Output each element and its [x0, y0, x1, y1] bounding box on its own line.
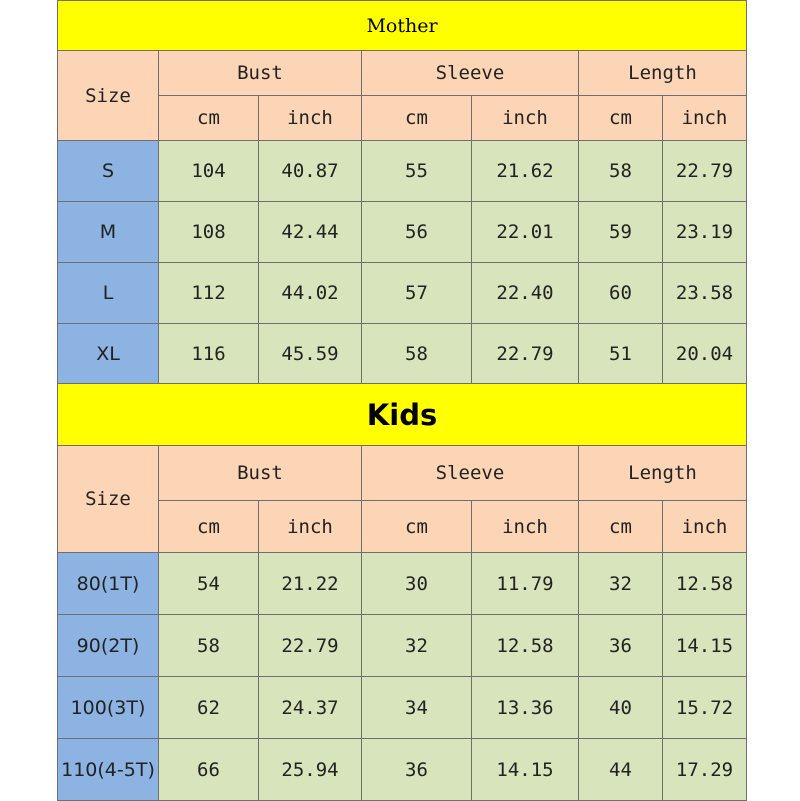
table-row — [58, 141, 747, 202]
bust-cm-cell: 58 — [159, 615, 259, 677]
mother-size-table — [57, 0, 747, 385]
bust-inch-cell: 44.02 — [259, 263, 362, 324]
length-cm-cell: 59 — [579, 202, 663, 263]
unit-header-cm: cm — [579, 501, 663, 553]
size-cell: L — [58, 263, 159, 324]
unit-header-inch: inch — [472, 96, 579, 141]
sleeve-cm-cell: 56 — [362, 202, 472, 263]
length-inch-cell: 15.72 — [663, 677, 747, 739]
sleeve-cm-cell: 30 — [362, 553, 472, 615]
unit-header-inch: inch — [663, 96, 747, 141]
length-inch-cell: 20.04 — [663, 324, 747, 385]
length-inch-cell: 12.58 — [663, 553, 747, 615]
sleeve-inch-cell: 22.40 — [472, 263, 579, 324]
bust-cm-cell: 116 — [159, 324, 259, 385]
unit-header-inch: inch — [663, 501, 747, 553]
bust-inch-cell: 24.37 — [259, 677, 362, 739]
size-cell: XL — [58, 324, 159, 385]
length-cm-cell: 44 — [579, 739, 663, 801]
length-inch-cell: 23.58 — [663, 263, 747, 324]
kids-size-table — [57, 383, 747, 801]
bust-inch-cell: 21.22 — [259, 553, 362, 615]
unit-header-cm: cm — [362, 96, 472, 141]
bust-cm-cell: 66 — [159, 739, 259, 801]
sleeve-cm-cell: 55 — [362, 141, 472, 202]
sleeve-cm-cell: 57 — [362, 263, 472, 324]
table-row — [58, 263, 747, 324]
bust-inch-cell: 40.87 — [259, 141, 362, 202]
bust-cm-cell: 62 — [159, 677, 259, 739]
sleeve-cm-cell: 36 — [362, 739, 472, 801]
sleeve-inch-cell: 21.62 — [472, 141, 579, 202]
table-row — [58, 677, 747, 739]
sleeve-inch-cell: 22.01 — [472, 202, 579, 263]
bust-header: Bust — [159, 51, 362, 96]
bust-inch-cell: 45.59 — [259, 324, 362, 385]
length-cm-cell: 51 — [579, 324, 663, 385]
sleeve-cm-cell: 58 — [362, 324, 472, 385]
table-row — [58, 202, 747, 263]
kids-title: Kids — [58, 384, 747, 446]
size-cell: 90(2T) — [58, 615, 159, 677]
unit-header-cm: cm — [159, 501, 259, 553]
sleeve-inch-cell: 22.79 — [472, 324, 579, 385]
mother-title: Mother — [58, 1, 747, 51]
size-cell: M — [58, 202, 159, 263]
size-cell: 100(3T) — [58, 677, 159, 739]
bust-cm-cell: 54 — [159, 553, 259, 615]
unit-header-cm: cm — [579, 96, 663, 141]
size-header: Size — [58, 446, 159, 553]
bust-inch-cell: 25.94 — [259, 739, 362, 801]
unit-header-inch: inch — [472, 501, 579, 553]
length-cm-cell: 60 — [579, 263, 663, 324]
length-cm-cell: 32 — [579, 553, 663, 615]
sleeve-inch-cell: 11.79 — [472, 553, 579, 615]
length-inch-cell: 14.15 — [663, 615, 747, 677]
size-header: Size — [58, 51, 159, 141]
sleeve-header: Sleeve — [362, 446, 579, 501]
length-cm-cell: 40 — [579, 677, 663, 739]
sleeve-cm-cell: 34 — [362, 677, 472, 739]
unit-header-inch: inch — [259, 96, 362, 141]
unit-header-inch: inch — [259, 501, 362, 553]
size-cell: 110(4-5T) — [58, 739, 159, 801]
length-cm-cell: 58 — [579, 141, 663, 202]
length-header: Length — [579, 446, 747, 501]
bust-inch-cell: 42.44 — [259, 202, 362, 263]
length-inch-cell: 22.79 — [663, 141, 747, 202]
bust-inch-cell: 22.79 — [259, 615, 362, 677]
table-row — [58, 553, 747, 615]
bust-cm-cell: 108 — [159, 202, 259, 263]
length-header: Length — [579, 51, 747, 96]
sleeve-header: Sleeve — [362, 51, 579, 96]
sleeve-cm-cell: 32 — [362, 615, 472, 677]
table-row — [58, 324, 747, 385]
length-inch-cell: 23.19 — [663, 202, 747, 263]
length-inch-cell: 17.29 — [663, 739, 747, 801]
sleeve-inch-cell: 13.36 — [472, 677, 579, 739]
bust-cm-cell: 112 — [159, 263, 259, 324]
sleeve-inch-cell: 14.15 — [472, 739, 579, 801]
bust-header: Bust — [159, 446, 362, 501]
sleeve-inch-cell: 12.58 — [472, 615, 579, 677]
table-row — [58, 739, 747, 801]
table-row — [58, 615, 747, 677]
unit-header-cm: cm — [159, 96, 259, 141]
unit-header-cm: cm — [362, 501, 472, 553]
bust-cm-cell: 104 — [159, 141, 259, 202]
size-cell: S — [58, 141, 159, 202]
size-cell: 80(1T) — [58, 553, 159, 615]
length-cm-cell: 36 — [579, 615, 663, 677]
